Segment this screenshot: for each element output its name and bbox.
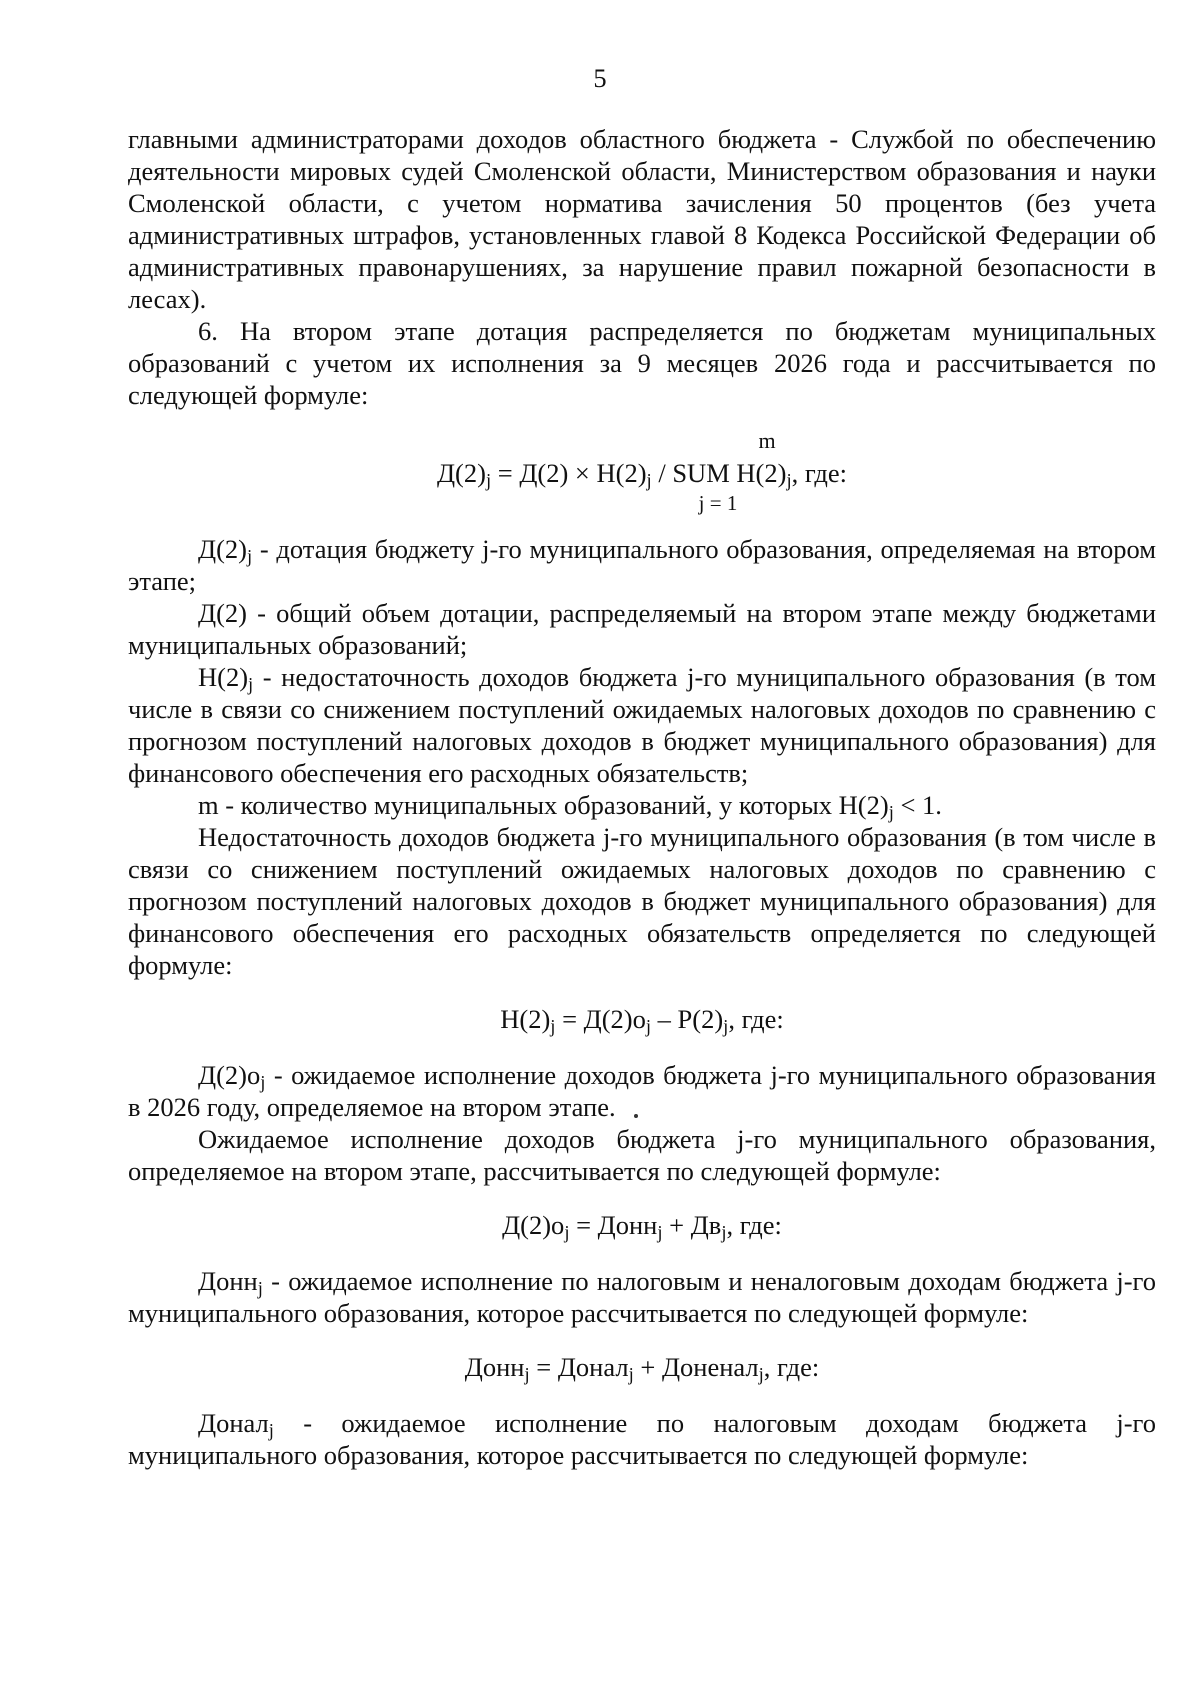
paragraph-continuation: главными администраторами доходов областного бюджета - Службой по обеспечению деятельности мировых судей Смоленской области, Министерством образования и науки Смоленской области, с учетом норматива зачисления 50 процентов (без учета административных штрафов, установленных главой 8 Кодекса Российской Федерации об административных правонарушениях, за нарушение правил пожарной безопасности в лесах).: [128, 124, 1156, 314]
page-number: 5: [593, 63, 607, 93]
formula-dotation-distribution: [128, 425, 1156, 521]
paragraph-item-6: 6. На втором этапе дотация распределяется по бюджетам муниципальных образований с учетом их исполнения за 9 месяцев 2026 года и рассчитывается по следующей формуле:: [128, 316, 1156, 410]
definition-h2j: $Н(2)_j$ - недостаточность доходов бюджета j-го муниципального образования (в том числе в связи со снижением поступлений ожидаемых налоговых доходов по сравнению с прогнозом поступлений налоговых доходов в бюджет муниципального образования) для финансового обеспечения его расходных обязательств;: [128, 662, 1156, 788]
sum-lower-limit: j = 1: [698, 491, 738, 515]
formula-main-line: $Д(2)_j = Д(2) \times Н(2)_j$ / SUM $Н(2)_j$, где:: [436, 458, 848, 492]
definition-d2: Д(2) - общий объем дотации, распределяемый на втором этапе между бюджетами муниципальных образований;: [128, 598, 1156, 660]
paragraph-expected-execution: Ожидаемое исполнение доходов бюджета j-го муниципального образования, определяемое на втором этапе, рассчитывается по следующей формуле:: [128, 1124, 1156, 1186]
stray-dot-mark: [634, 1114, 638, 1118]
document-body: [128, 123, 1156, 1471]
definition-donalj: Донал$_j$ - ожидаемое исполнение по налоговым доходам бюджета j-го муниципального образования, которое рассчитывается по следующей формуле:: [128, 1408, 1156, 1470]
paragraph-insufficiency: Недостаточность доходов бюджета j-го муниципального образования (в том числе в связи со снижением поступлений ожидаемых налоговых доходов по сравнению с прогнозом поступлений налоговых доходов в бюджет муниципального образования) для финансового обеспечения его расходных обязательств определяется по следующей формуле:: [128, 822, 1156, 980]
definition-d2oj: $Д(2)о_j$ - ожидаемое исполнение доходов бюджета j-го муниципального образования в 2026 году, определяемое на втором этапе.: [128, 1060, 1156, 1122]
sum-upper-limit: m: [758, 428, 776, 453]
definition-d2j: $Д(2)_j$ - дотация бюджету j-го муниципального образования, определяемая на втором этапе;: [128, 534, 1156, 596]
definition-m: m - количество муниципальных образований, у которых $Н(2)_j < 1$.: [198, 790, 942, 824]
formula-tax-nontax: Донн$_j$ = Донал$_j$ + Доненал$_j$, где:: [464, 1352, 820, 1386]
formula-insufficiency: $Н(2)_j = Д(2)о_j - Р(2)_j$, где:: [500, 1004, 784, 1038]
formula-expected-revenue: $Д(2)о_j$ = Донн$_j$ + $Дв_j$, где:: [502, 1210, 782, 1244]
definition-donnj: Донн$_j$ - ожидаемое исполнение по налоговым и неналоговым доходам бюджета j-го муниципального образования, которое рассчитывается по следующей формуле:: [128, 1266, 1156, 1328]
